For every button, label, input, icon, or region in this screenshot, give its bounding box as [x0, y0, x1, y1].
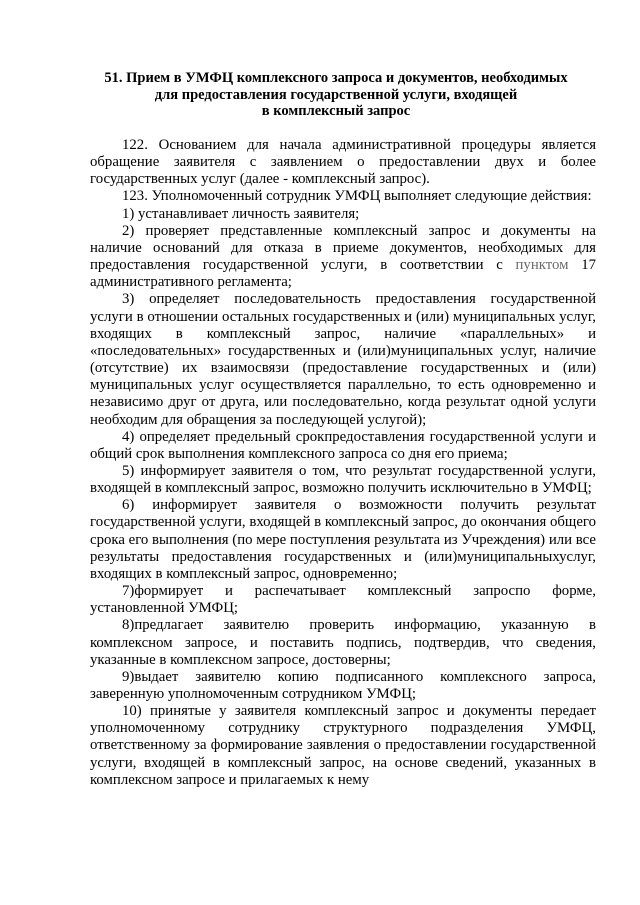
list-item-5: 5) информирует заявителя о том, что результат государственной услуги, входящей в комплексный запрос, возможно получить исключительно в УМФЦ; [90, 462, 596, 497]
list-item-2 [90, 223, 596, 292]
list-item-10: 10) принятые у заявителя комплексный запрос и документы передает уполномоченному сотруднику структурного подразделения УМФЦ, ответственному за формирование заявления о предоставлении государственной услуги, входящей в комплексный запрос, на основе сведений, указанных в комплексном запросе и прилагаемых к нему [90, 703, 596, 788]
list-item-9: 9)выдает заявителю копию подписанного комплексного запроса, заверенную уполномоченным сотрудником УМФЦ; [90, 668, 596, 702]
paragraph-122: 122. Основанием для начала административной процедуры является обращение заявителя с заявлением о предоставлении двух и более государственных услуг (далее - комплексный запрос). [90, 137, 596, 188]
list-item-3: 3) определяет последовательность предоставления государственной услуги в отношении остальных государственных и (или) муниципальных услуг, входящих в комплексный запрос, наличие «параллельных» и «последовательных» государственных и (или)муниципальных услуг, наличие (отсутствие) их взаимосвязи (предоставление государственных и (или) муниципальных услуг осуществляется параллельно, то есть одновременно и независимо друг от друга, или последовательно, когда результат одной услуги необходим для обращения за последующей услугой); [90, 291, 596, 428]
section-heading [70, 70, 602, 120]
document-body [90, 137, 596, 789]
paragraph-123: 123. Уполномоченный сотрудник УМФЦ выполняет следующие действия: [122, 188, 592, 205]
list-item-4: 4) определяет предельный срокпредоставления государственной услуги и общий срок выполнения комплексного запроса со дня его приема; [90, 428, 596, 462]
section-title-line-1: 51. Прием в УМФЦ комплексного запроса и документов, необходимых [104, 70, 568, 86]
list-item-1: 1) устанавливает личность заявителя; [122, 205, 360, 222]
section-title-line-3: в комплексный запрос [261, 103, 411, 119]
section-title-line-2: для предоставления государственной услуги, входящей [154, 86, 518, 103]
regulation-point-link[interactable]: пунктом [515, 257, 569, 274]
list-item-7: 7)формирует и распечатывает комплексный запроспо форме, установленной УМФЦ; [90, 583, 596, 617]
list-item-2-text-start: 2) проверяет представленные комплексный запрос и документы на наличие оснований для отказа в приеме документов, необходимых для предоставления государственной услуги, в соответствии с [90, 222, 596, 274]
list-item-6: 6) информирует заявителя о возможности получить результат государственной услуги, входящей в комплексный запрос, до окончания общего срока его выполнения (по мере поступления результата из Учреждения) или все результаты предоставления государственных и (или)муниципальныхуслуг, входящих в комплексный запрос, одновременно; [90, 497, 596, 582]
list-item-2-text-end: 17 административного регламента; [90, 257, 596, 291]
list-item-8: 8)предлагает заявителю проверить информацию, указанную в комплексном запросе, и поставить подпись, подтвердив, что сведения, указанные в комплексном запросе, достоверны; [90, 617, 596, 668]
